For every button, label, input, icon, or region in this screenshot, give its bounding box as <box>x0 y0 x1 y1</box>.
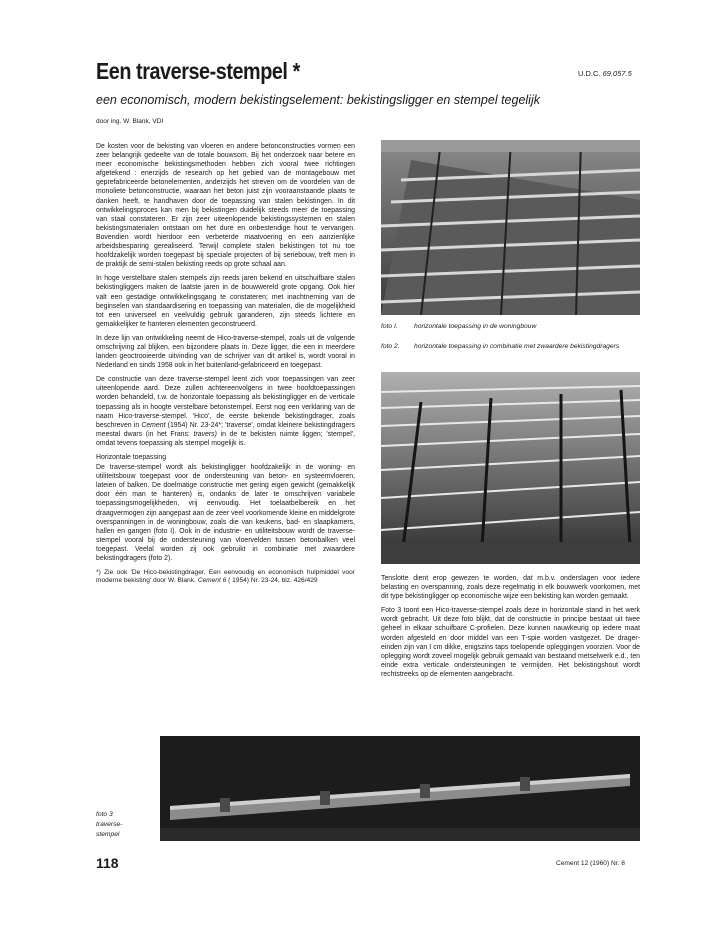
footnote: *) Zie ook 'De Hico-bekistingdrager. Een eenvoudig en economisch hulpmiddel voor moderne bekisting' door W. Blank. Cement 6 ( 1954) Nr. 23-24, blz. 426/429 <box>96 569 355 585</box>
journal-reference: Cement 12 (1960) Nr. 8 <box>556 860 625 867</box>
paragraph: De traverse-stempel wordt als bekistingligger hoofdzakelijk in de woning- en utiliteitsbouw toegepast voor de ondersteuning van beton- en systeemvloeren, lateien of balken. De doelmatige constructie met gering eigen gewicht (gemakkelijk door één man te hanteren) is, ondanks de later te omschrijven variabele toepassingsmogelijkheden, vrij eenvoudig. Het toelaatbelbereik en het draagvermogen zijn aangepast aan de zeer veel voorkomende kleine en middelgrote overspanningen in de woningbouw, zoals die van keukens, bad- en slaapkamers, hallen en gangen (foto I). Ook in de industrie- en utiliteitsbouw wordt de traverse-stempel vooral bij de ondersteuning van vloervelden tussen betonbalken veel toegepast. Veelal worden zij ook gebruikt in combinatie met zwaardere bekistingdragers (foto 2). <box>96 464 355 563</box>
page-number: 118 <box>96 855 119 871</box>
beam-photo-icon <box>160 736 640 841</box>
article-subtitle: een economisch, modern bekistingselement: bekistingsligger en stempel tegelijk <box>96 93 540 107</box>
right-text-column <box>381 574 640 684</box>
photo-2 <box>381 372 640 564</box>
paragraph: De kosten voor de bekisting van vloeren en andere betonconstructies vormen een zeer belangrijk gedeelte van de totale bouwsom. Bij het onderzoek naar betere en meer economische bekistingsmethoden hebben zich vooral twee richtingen afgetekend : enerzijds de research op het gebied van de montagebouw met geprefabriceerde betonelementen, anderzijds het streven om de voordelen van de monoliete betonconstructie, waaraan het beton juist zijn vooraanstaande plaats te danken heeft, te handhaven door de toepassing van stalen bekistingen. In dit ontwikkelingsproces kan men bij bekistingen duidelijk steeds meer de toepassing van staal constateren. Er zijn zeer uiteenlopende bekistingssystemen en stalen bekistingsmaterialen ontstaan om het dure en onbestendige hout te vervangen. Bovendien wordt hierdoor een verbeterde maatvoering en een aanzienlijke arbeidsbesparing gerealiseerd. Terwijl complete stalen bekistingen tot nu toe hoofdzakelijk worden toegepast bij speciale projecten of bij seriebouw, treft men in de praktijk de semi-stalen bekisting reeds op grote schaal aan. <box>96 143 355 269</box>
paragraph: In hoge verstelbare stalen stempels zijn reeds jaren bekend en uitschuifbare stalen bekistingliggers maken de laatste jaren in de bouwwereld grote opgang. Ook hier valt een gestadige ontwikkelingsgang te constateren; met inachtneming van de beginselen van standaardisering en toepassing van materialen, die de mogelijkheid tot een universeel en veelvuldig gebruik garanderen, zijn steeds lichtere en gemakkelijker te hanteren elementen geconstrueerd. <box>96 275 355 328</box>
photo-1 <box>381 140 640 315</box>
construction-site-photo-icon <box>381 140 640 315</box>
paragraph: In deze lijn van ontwikkeling neemt de Hico-traverse-stempel, zoals uit de volgende omschrijving zal blijken, een bijzondere plaats in. Deze ligger, die een in meerdere landen geoctrooieerde uitvinding van de schrijver van dit artikel is, wordt vooral in Nederland en sinds 1958 ook in het buitenland-gefabriceerd en toegepast. <box>96 334 355 370</box>
photo-1-caption: foto I. horizontale toepassing in de woningbouw <box>381 323 537 330</box>
section-heading: Horizontale toepassing <box>96 454 167 461</box>
construction-site-photo-icon <box>381 372 640 564</box>
photo-3 <box>160 736 640 841</box>
paragraph: De constructie van deze traverse-stempel leent zich voor toepassingen van zeer uiteenlopende aard. Deze zullen achtereenvolgens in twee hoofdtoepassingen worden behandeld, t.w. de horizontale toepassing als bekistingligger en de verticale toepassing als in hoogte verstelbare betonstempel. Eerst nog een verklaring van de naam Hico-traverse-stempel. 'Hico', de eerste bekende bekistingdrager, zoals beschreven in Cement (1954) Nr. 23-24*; 'traverse', omdat kleinere bekistingdragers meestal dwars (in het Frans: travers) in de te bekisten ruimte liggen; 'stempel', omdat tevens toepassing als stempel mogelijk is. <box>96 376 355 447</box>
left-text-column <box>96 142 355 585</box>
udc-code: U.D.C. 69.057.5 <box>578 69 632 78</box>
paragraph: Tenslotte dient erop gewezen te worden, dat m.b.v. onderslagen voor iedere belasting en overspanning, zoals deze regelmatig in elk bouwwerk voorkomen, met dit type bekistingligger op economische wijze een bekisting kan worden gemaakt. <box>381 575 640 601</box>
article-title: Een traverse-stempel * <box>96 58 300 84</box>
paragraph: Foto 3 toont een Hico-traverse-stempel zoals deze in horizontale stand in het werk wordt gebracht. Uit deze foto blijkt, dat de constructie in principe bestaat uit twee geheel in elkaar schuifbare C-profielen. Deze kunnen nauwkeurig op iedere maat worden afgesteld en door middel van een T-spie worden vastgezet. De drager-einden zijn van I cm dikke, enigszins taps toelopende opleggingen voorzien. Voor de oplegging wordt zoveel mogelijk gebruik gemaakt van bestaand metselwerk e.d., ten einde extra verticale ondersteuningen te vermijden. Het bekistingshout wordt rechtstreeks op de elementen aangebracht. <box>381 607 640 678</box>
author-byline: door ing. W. Blank, VDI <box>96 118 164 125</box>
photo-3-caption: foto 3 traverse- stempel <box>96 811 123 838</box>
photo-2-caption: foto 2. horizontale toepassing in combinatie met zwaardere bekistingdragers <box>381 343 620 350</box>
